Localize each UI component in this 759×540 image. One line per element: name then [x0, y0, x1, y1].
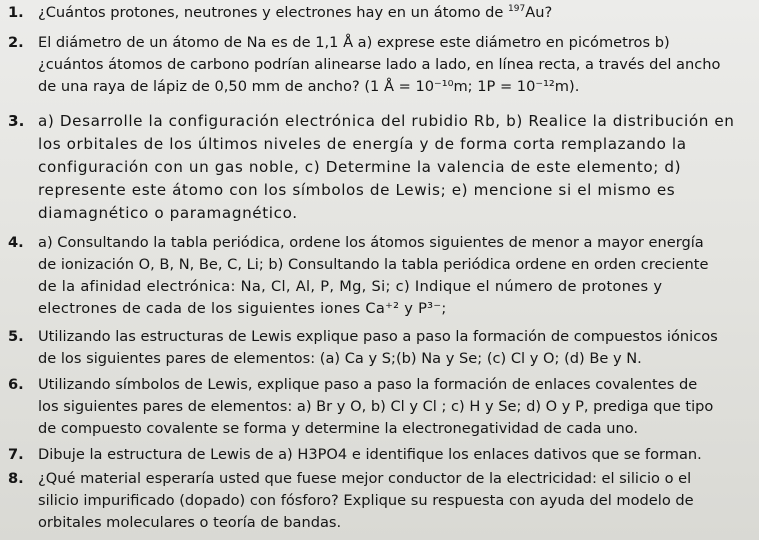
question-number: 8. — [8, 470, 24, 487]
question-line: ¿cuántos átomos de carbono podrían alinearse lado a lado, en línea recta, a través del ancho — [38, 56, 721, 73]
question-line: de compuesto covalente se forma y determine la electronegatividad de cada uno. — [38, 420, 639, 437]
question-text — [38, 326, 755, 370]
question-line: de la afinidad electrónica: Na, Cl, Al, P, Mg, Si; c) Indique el número de protones y — [38, 278, 663, 295]
mass-number-superscript: 197 — [508, 4, 526, 14]
question-line: Dibuje la estructura de Lewis de a) H3PO4 e identifique los enlaces dativos que se forman. — [38, 446, 702, 463]
question-text — [38, 232, 755, 320]
question-line: Utilizando símbolos de Lewis, explique paso a paso la formación de enlaces covalentes de — [38, 376, 698, 393]
question-4 — [0, 232, 755, 320]
question-text — [38, 468, 755, 534]
question-5 — [0, 326, 755, 370]
question-line: de los siguientes pares de elementos: (a) Ca y S;(b) Na y Se; (c) Cl y O; (d) Be y N. — [38, 350, 642, 367]
question-6 — [0, 374, 755, 440]
question-text — [38, 32, 755, 98]
question-text-part: ¿Cuántos protones, neutrones y electrones hay en un átomo de — [38, 4, 509, 21]
question-line: de ionización O, B, N, Be, C, Li; b) Consultando la tabla periódica ordene en orden creciente — [38, 256, 709, 273]
question-number: 3. — [8, 112, 25, 130]
question-number: 7. — [8, 446, 24, 463]
question-7 — [0, 444, 755, 466]
question-1 — [0, 2, 755, 24]
question-line: electrones de cada de los siguientes iones Ca⁺² y P³⁻; — [38, 300, 447, 317]
question-line: diamagnético o paramagnético. — [38, 204, 298, 222]
question-text — [38, 110, 755, 225]
question-text — [38, 374, 755, 440]
question-line: configuración con un gas noble, c) Determine la valencia de este elemento; d) — [38, 158, 682, 176]
question-line: silicio impurificado (dopado) con fósforo? Explique su respuesta con ayuda del modelo de — [38, 492, 694, 509]
question-number: 5. — [8, 328, 24, 345]
question-number: 4. — [8, 234, 24, 251]
question-line: a) Desarrolle la configuración electrónica del rubidio Rb, b) Realice la distribución en — [38, 112, 735, 130]
question-8 — [0, 468, 755, 534]
question-2 — [0, 32, 755, 98]
question-line: de una raya de lápiz de 0,50 mm de ancho? (1 Å = 10⁻¹⁰m; 1P = 10⁻¹²m). — [38, 78, 580, 95]
question-number: 6. — [8, 376, 24, 393]
question-line: represente este átomo con los símbolos de Lewis; e) mencione si el mismo es — [38, 181, 676, 199]
question-line: a) Consultando la tabla periódica, ordene los átomos siguientes de menor a mayor energía — [38, 234, 704, 251]
question-line: orbitales moleculares o teoría de bandas. — [38, 514, 342, 531]
question-text — [38, 444, 755, 466]
question-3 — [0, 110, 755, 225]
question-number: 1. — [8, 4, 24, 21]
question-line: El diámetro de un átomo de Na es de 1,1 Å a) exprese este diámetro en picómetros b) — [38, 34, 670, 51]
question-text — [38, 2, 755, 24]
question-line: los orbitales de los últimos niveles de energía y de forma corta remplazando la — [38, 135, 687, 153]
question-number: 2. — [8, 34, 24, 51]
question-line: ¿Qué material esperaría usted que fuese mejor conductor de la electricidad: el silicio o el — [38, 470, 692, 487]
question-line: los siguientes pares de elementos: a) Br y O, b) Cl y Cl ; c) H y Se; d) O y P, prediga que tipo — [38, 398, 714, 415]
question-text-part: Au? — [525, 4, 553, 21]
question-line: Utilizando las estructuras de Lewis explique paso a paso la formación de compuestos iónicos — [38, 328, 718, 345]
